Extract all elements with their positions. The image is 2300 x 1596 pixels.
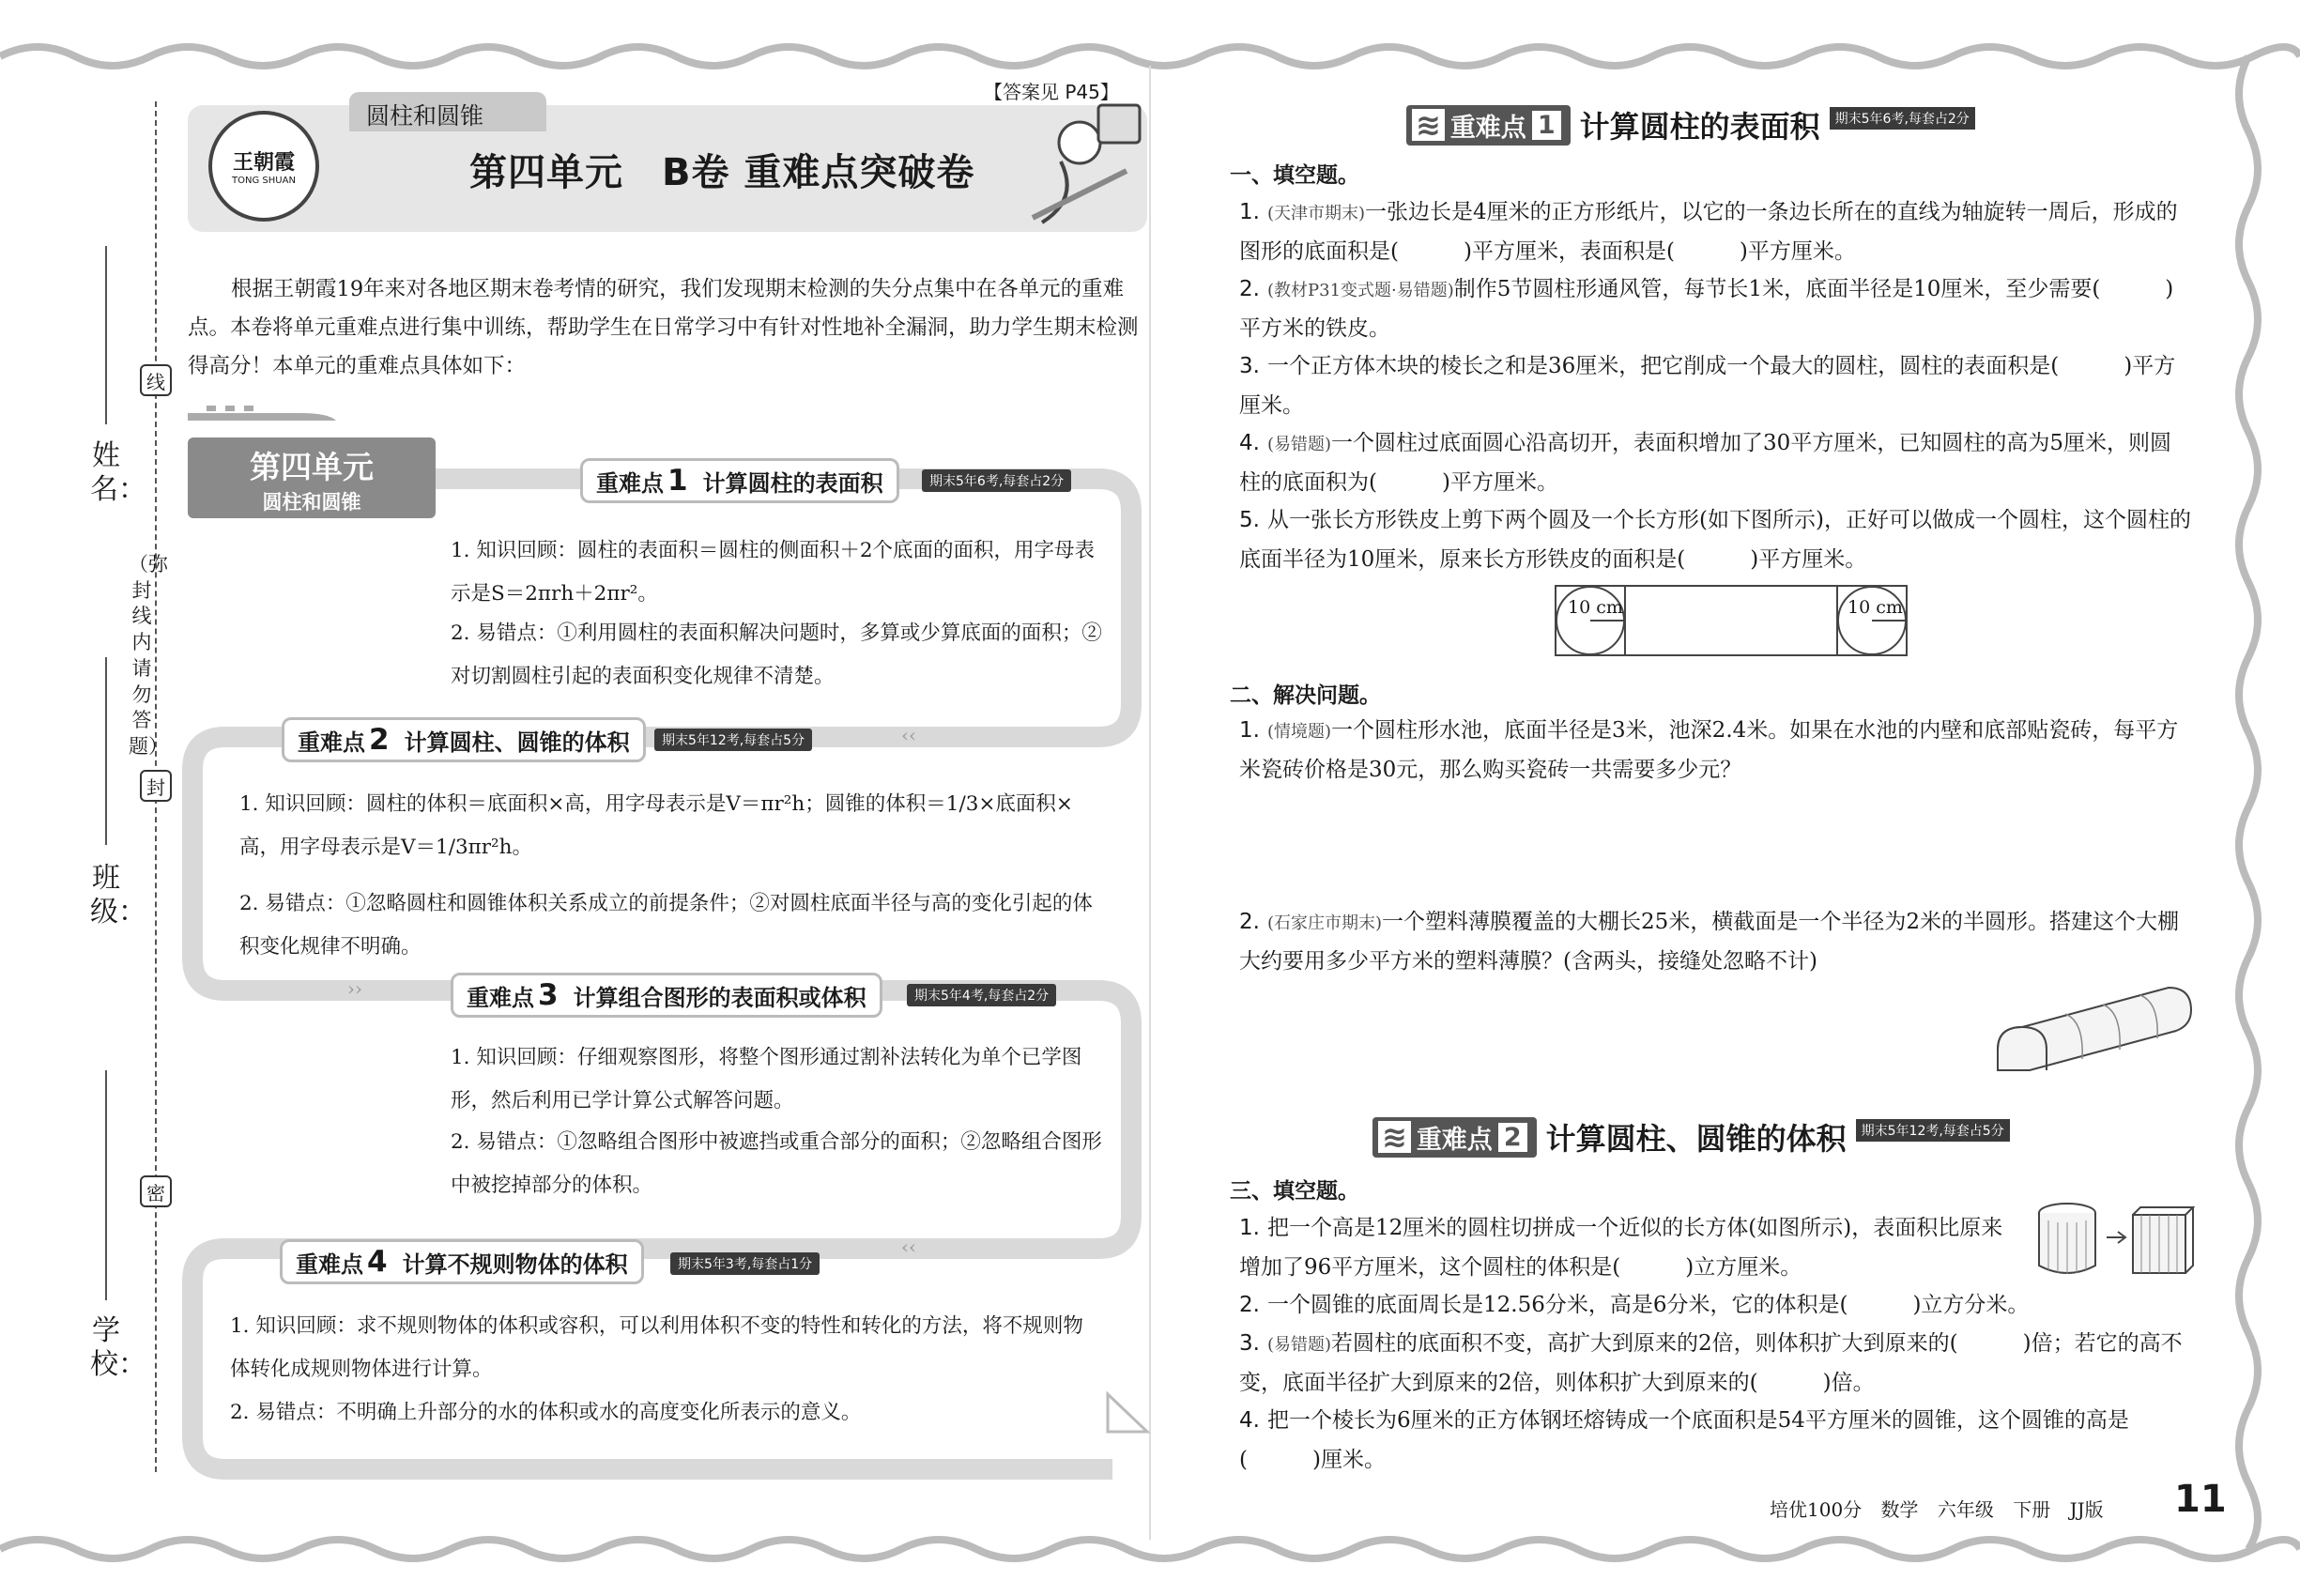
section-chip (1406, 105, 1571, 146)
footer-text: 培优100分 数学 六年级 下册 JJ版 (1770, 1498, 2104, 1521)
key-point-number: 4 (367, 1245, 388, 1279)
question-source: (情境题) (1267, 722, 1332, 742)
key-point-number: 1 (667, 464, 688, 498)
part-1-heading: 一、填空题。 (1230, 163, 1359, 188)
key-point-label: 重难点 (298, 729, 365, 756)
answer-reference: 【答案见 P45】 (984, 81, 1119, 103)
figure-label-left: 10 cm (1568, 597, 1623, 618)
sheet-figure (1554, 584, 1910, 657)
section-1-head (1406, 103, 1975, 146)
line-mark: 线 (140, 364, 172, 396)
question-number: 2. (1239, 910, 1260, 934)
question-source: (易错题) (1267, 435, 1332, 454)
question-2-1 (1239, 712, 2192, 790)
part-2-heading: 二、解决问题。 (1230, 683, 1381, 708)
wave-icon: ≋ (1412, 109, 1445, 141)
page-title: 第四单元 B卷 重难点突破卷 (469, 151, 975, 194)
question-3-4 (1239, 1402, 2192, 1480)
question-number: 1. (1239, 718, 1260, 743)
key-point-4-head (280, 1239, 644, 1284)
cylinder-to-cuboid-figure (2035, 1202, 2195, 1277)
key-point-title: 计算圆柱、圆锥的体积 (404, 729, 630, 756)
section-2-title: 计算圆柱、圆锥的体积 (1545, 1121, 1847, 1157)
section-chip-label: 重难点 (1416, 1125, 1493, 1155)
question-3-3 (1239, 1325, 2192, 1403)
key-point-2-head (282, 717, 646, 762)
key-point-title: 计算不规则物体的体积 (402, 1251, 628, 1278)
section-chip-label: 重难点 (1449, 113, 1526, 143)
key-point-3-review: 1. 知识回顾：仔细观察图形，将整个图形通过割补法转化为单个已学图形，然后利用已学计算公式解答问题。 (451, 1046, 1082, 1113)
key-point-title: 计算组合图形的表面积或体积 (573, 984, 866, 1011)
question-number: 1. (1239, 200, 1260, 224)
question-source: (天津市期末) (1267, 204, 1366, 223)
question-source: (易错题) (1267, 1335, 1332, 1355)
question-text: 一个正方体木块的棱长之和是36厘米，把它削成一个最大的圆柱，圆柱的表面积是( )平方厘米。 (1239, 354, 2176, 418)
svg-text:‹‹: ‹‹ (901, 724, 916, 746)
question-number: 2. (1239, 277, 1260, 301)
section-2-badge: 期末5年12考,每套占5分 (1856, 1119, 2010, 1142)
key-point-label: 重难点 (467, 984, 534, 1011)
header-tab: 圆柱和圆锥 (349, 92, 546, 131)
intro-paragraph: 根据王朝霞19年来对各地区期末卷考情的研究，我们发现期末检测的失分点集中在各单元的重难点。本卷将单元重难点进行集中训练，帮助学生在日常学习中有针对性地补全漏洞，助力学生期末检测得高分！本单元的重难点具体如下： (188, 277, 1139, 378)
question-text: 把一个棱长为6厘米的正方体钢坯熔铸成一个底面积是54平方厘米的圆锥，这个圆锥的高是( )厘米。 (1239, 1408, 2129, 1472)
question-source: (教材P31变式题·易错题) (1267, 281, 1454, 300)
key-point-number: 3 (538, 978, 559, 1012)
svg-text:‹‹: ‹‹ (901, 1235, 916, 1258)
page-number: 11 (2174, 1478, 2227, 1521)
key-point-3-badge: 期末5年4考,每套占2分 (907, 984, 1056, 1006)
wave-icon: ≋ (1378, 1121, 1411, 1153)
question-number: 4. (1239, 1408, 1260, 1433)
question-2-2 (1239, 903, 2192, 981)
question-1-2 (1239, 270, 2192, 348)
class-label: 班级： (90, 862, 146, 928)
key-point-number: 2 (369, 723, 390, 757)
part-3-heading: 三、填空题。 (1230, 1179, 1359, 1204)
section-chip-number: 2 (1498, 1123, 1527, 1152)
key-point-2-badge: 期末5年12考,每套占5分 (654, 729, 812, 751)
question-3-1 (1239, 1209, 2009, 1287)
question-number: 3. (1239, 1331, 1260, 1356)
question-text: 一个圆柱过底面圆心沿高切开，表面积增加了30平方厘米，已知圆柱的高为5厘米，则圆柱的底面积为( )平方厘米。 (1239, 431, 2171, 495)
question-number: 1. (1239, 1216, 1260, 1240)
section-chip-number: 1 (1532, 111, 1561, 140)
question-text: 一张边长是4厘米的正方形纸片，以它的一条边长所在的直线为轴旋转一周后，形成的图形的底面积是( )平方厘米，表面积是( )平方厘米。 (1239, 200, 2178, 264)
question-text: 一个塑料薄膜覆盖的大棚长25米，横截面是一个半径为2米的半圆形。搭建这个大棚大约要用多少平方米的塑料薄膜？(含两头，接缝处忽略不计) (1239, 910, 2179, 974)
name-label: 姓名： (90, 439, 146, 506)
logo-name: 王朝霞 (232, 150, 295, 175)
question-number: 3. (1239, 354, 1260, 378)
question-3-2 (1239, 1286, 2192, 1326)
key-point-2-review: 1. 知识回顾：圆柱的体积＝底面积×高，用字母表示是V＝πr²h；圆锥的体积＝1/3×底面积×高，用字母表示是V＝1/3πr²h。 (239, 792, 1073, 859)
seal-mark: 封 (140, 770, 172, 802)
question-text: 一个圆柱形水池，底面半径是3米，池深2.4米。如果在水池的内壁和底部贴瓷砖，每平方米瓷砖价格是30元，那么购买瓷砖一共需要多少元？ (1239, 718, 2179, 782)
question-number: 5. (1239, 508, 1260, 532)
svg-text:››: ›› (347, 977, 362, 1000)
key-point-title: 计算圆柱的表面积 (702, 469, 883, 497)
section-chip (1372, 1117, 1537, 1158)
key-point-2-mistake: 2. 易错点：①忽略圆柱和圆锥体积关系成立的前提条件；②对圆柱底面半径与高的变化引起的体积变化规律不明确。 (239, 892, 1093, 959)
key-point-4-mistake: 2. 易错点：不明确上升部分的水的体积或水的高度变化所表示的意义。 (230, 1401, 862, 1424)
question-text: 制作5节圆柱形通风管，每节长1米，底面半径是10厘米，至少需要( )平方米的铁皮。 (1239, 277, 2174, 341)
question-1-3 (1239, 347, 2192, 425)
question-text: 一个圆锥的底面周长是12.56分米，高是6分米，它的体积是( )立方分米。 (1267, 1293, 2030, 1317)
unit-tag-title: 第四单元 (250, 449, 374, 485)
question-text: 若圆柱的底面积不变，高扩大到原来的2倍，则体积扩大到原来的( )倍；若它的高不变，底面半径扩大到原来的2倍，则体积扩大到原来的( )倍。 (1239, 1331, 2183, 1395)
question-source: (石家庄市期末) (1267, 913, 1383, 933)
key-point-label: 重难点 (596, 469, 664, 497)
seal-notice: （弥封线内请勿答题） (129, 553, 168, 759)
key-point-3-mistake: 2. 易错点：①忽略组合图形中被遮挡或重合部分的面积；②忽略组合图形中被挖掉部分的体积。 (451, 1130, 1102, 1197)
unit-tag-sub: 圆柱和圆锥 (262, 491, 361, 514)
key-point-4-badge: 期末5年3考,每套占1分 (670, 1252, 820, 1275)
question-number: 4. (1239, 431, 1260, 455)
question-1-1 (1239, 193, 2192, 271)
greenhouse-figure (1990, 984, 2197, 1078)
question-text: 从一张长方形铁皮上剪下两个圆及一个长方形(如下图所示)，正好可以做成一个圆柱，这个圆柱的底面半径为10厘米，原来长方形铁皮的面积是( )平方厘米。 (1239, 508, 2191, 572)
figure-label-right: 10 cm (1848, 597, 1903, 618)
section-1-badge: 期末5年6考,每套占2分 (1830, 107, 1975, 130)
logo-sub: TONG SHUAN (232, 176, 296, 186)
question-number: 2. (1239, 1293, 1260, 1317)
school-label: 学校： (90, 1314, 146, 1381)
question-1-5 (1239, 501, 2192, 579)
key-point-4-review: 1. 知识回顾：求不规则物体的体积或容积，可以利用体积不变的特性和转化的方法，将不规则物体转化成规则物体进行计算。 (230, 1314, 1083, 1381)
question-text: 把一个高是12厘米的圆柱切拼成一个近似的长方体(如图所示)，表面积比原来增加了96平方厘米，这个圆柱的体积是( )立方厘米。 (1239, 1216, 2003, 1280)
unit-tag (188, 437, 436, 518)
key-point-3-head (451, 973, 882, 1018)
key-point-1-mistake: 2. 易错点：①利用圆柱的表面积解决问题时，多算或少算底面的面积；②对切割圆柱引起的表面积变化规律不清楚。 (451, 622, 1102, 688)
section-1-title: 计算圆柱的表面积 (1579, 109, 1820, 145)
key-point-1-head (580, 458, 899, 503)
question-1-4 (1239, 424, 2192, 502)
key-point-label: 重难点 (296, 1251, 363, 1278)
section-2-head (1372, 1115, 2010, 1159)
key-point-1-review: 1. 知识回顾：圆柱的表面积＝圆柱的侧面积＋2个底面的面积，用字母表示是S＝2πrh＋2πr²。 (451, 539, 1096, 606)
fixed-mark: 密 (140, 1175, 172, 1207)
key-point-1-badge: 期末5年6考,每套占2分 (922, 469, 1071, 492)
